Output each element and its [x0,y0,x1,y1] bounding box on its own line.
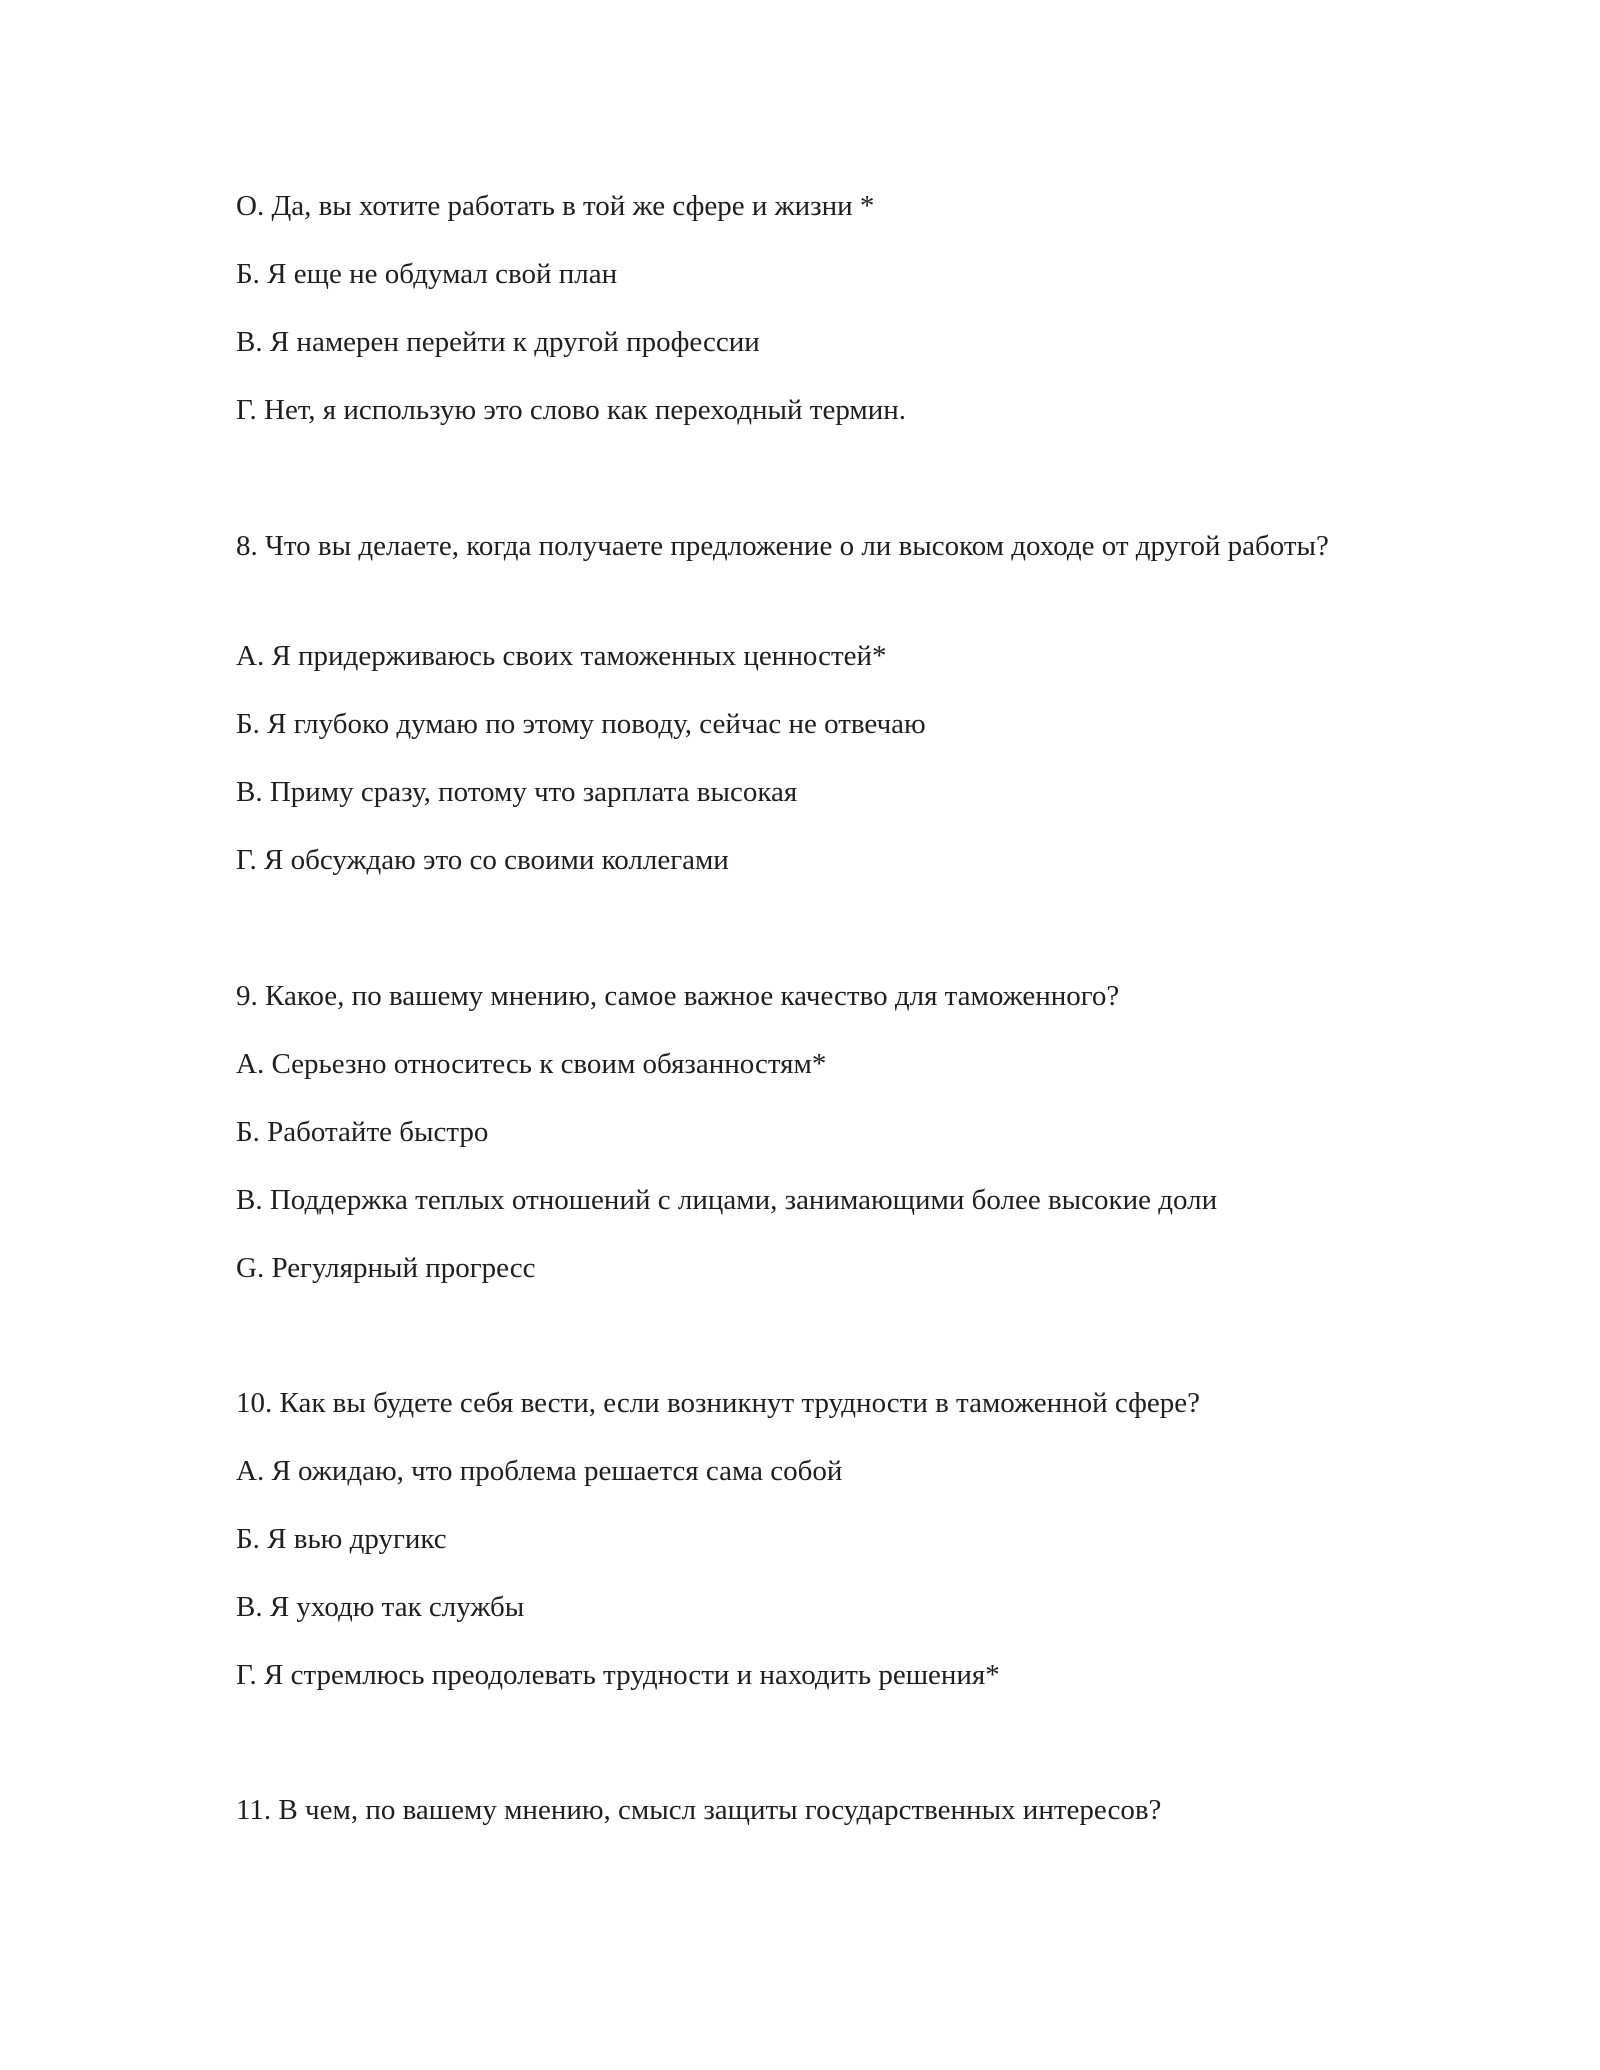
q8-option-a: А. Я придерживаюсь своих таможенных ценностей* [236,640,887,672]
q9-question: 9. Какое, по вашему мнению, самое важное качество для таможенного? [236,980,1120,1012]
q10-option-b: Б. Я вью другикс [236,1523,447,1555]
q7-option-g: Г. Нет, я использую это слово как переходный термин. [236,394,907,426]
q8-option-g: Г. Я обсуждаю это со своими коллегами [236,844,729,876]
q7-option-b: Б. Я еще не обдумал свой план [236,258,618,290]
q11-question: 11. В чем, по вашему мнению, смысл защиты государственных интересов? [236,1794,1162,1826]
q10-question: 10. Как вы будете себя вести, если возникнут трудности в таможенной сфере? [236,1387,1201,1419]
q10-option-v: В. Я уходю так службы [236,1591,525,1623]
q8-option-v: В. Приму сразу, потому что зарплата высокая [236,776,798,808]
q10-option-g: Г. Я стремлюсь преодолевать трудности и находить решения* [236,1659,1000,1691]
q9-option-g: G. Регулярный прогресс [236,1252,536,1284]
q7-option-v: В. Я намерен перейти к другой профессии [236,326,760,358]
q9-option-b: Б. Работайте быстро [236,1116,489,1148]
q9-option-a: А. Серьезно относитесь к своим обязанностям* [236,1048,827,1080]
q9-option-v: В. Поддержка теплых отношений с лицами, занимающими более высокие доли [236,1184,1218,1216]
q10-option-a: А. Я ожидаю, что проблема решается сама собой [236,1455,843,1487]
q7-option-o: О. Да, вы хотите работать в той же сфере и жизни * [236,190,875,222]
q8-option-b: Б. Я глубоко думаю по этому поводу, сейчас не отвечаю [236,708,926,740]
q8-question: 8. Что вы делаете, когда получаете предложение о ли высоком доходе от другой работы? [236,530,1329,562]
